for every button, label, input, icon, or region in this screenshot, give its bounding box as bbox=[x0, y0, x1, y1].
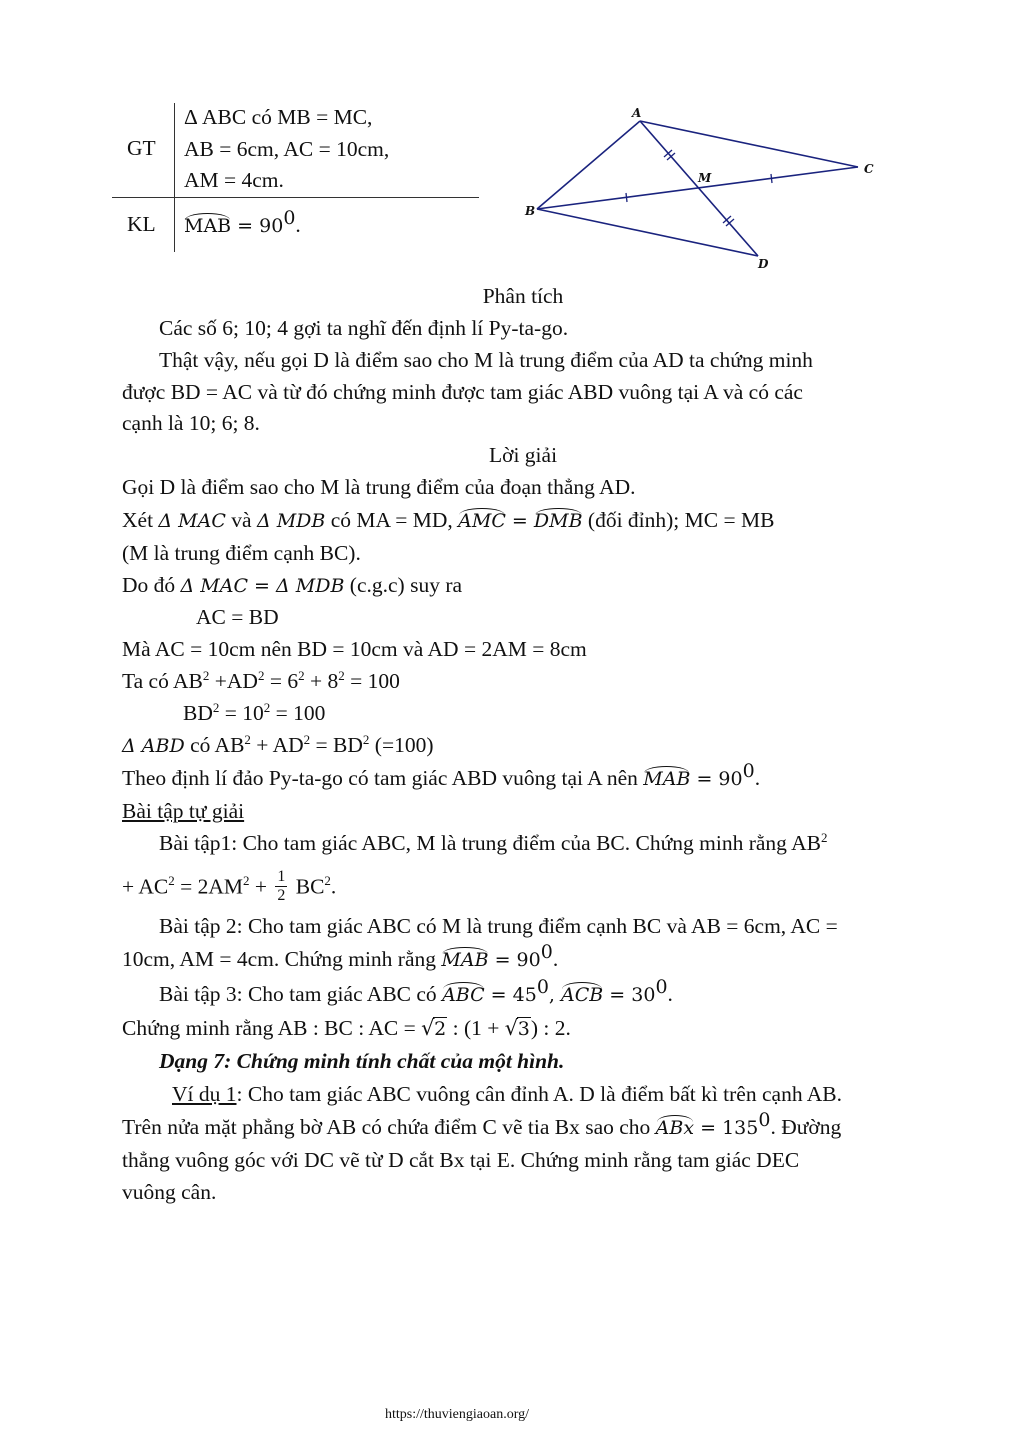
solution-heading: Lời giải bbox=[488, 443, 558, 467]
text: Xét bbox=[122, 508, 159, 532]
kl-deg: 0 bbox=[283, 207, 296, 229]
sqrt-2 bbox=[421, 1015, 447, 1043]
solution-line-7 bbox=[122, 667, 400, 698]
solution-line-9 bbox=[122, 731, 434, 762]
exercise-3-line-1 bbox=[159, 976, 673, 1009]
text: + 8 bbox=[304, 669, 339, 693]
kl-end: . bbox=[295, 213, 301, 237]
text: . bbox=[667, 982, 673, 1006]
exponent: 2 bbox=[168, 873, 175, 889]
analysis-heading: Phân tích bbox=[482, 284, 564, 308]
text: + AC bbox=[122, 874, 169, 899]
kl-statement bbox=[184, 207, 301, 240]
exercise-1-line-1 bbox=[159, 829, 827, 860]
text: BD bbox=[183, 701, 213, 725]
text: có MA = MD, bbox=[325, 508, 459, 532]
text: Ta có AB bbox=[122, 669, 203, 693]
exponent: 2 bbox=[242, 873, 250, 889]
gt-line-2: AB = 6cm, AC = 10cm, bbox=[184, 137, 390, 161]
segment-bd bbox=[537, 209, 758, 256]
exponent: 0 bbox=[655, 976, 668, 998]
fraction-one-half bbox=[275, 868, 287, 905]
text: = 6 bbox=[264, 669, 299, 693]
exponent: 2 bbox=[362, 732, 370, 747]
footer-url: https://thuviengiaoan.org/ bbox=[385, 1407, 530, 1422]
text: . Đường bbox=[770, 1115, 842, 1139]
text: Bài tập 3: Cho tam giác ABC có bbox=[159, 982, 443, 1006]
angle-mab: MAB bbox=[643, 765, 690, 793]
example-1-line-4: vuông cân. bbox=[122, 1180, 217, 1204]
text: = 100 bbox=[270, 701, 326, 725]
exponent: 0 bbox=[742, 760, 755, 782]
triangle-mac: Δ MAC bbox=[158, 510, 226, 532]
kl-label: KL bbox=[127, 212, 156, 236]
text: Chứng minh rằng AB : BC : AC = bbox=[122, 1016, 422, 1040]
solution-line-5: AC = BD bbox=[196, 605, 279, 629]
text: . bbox=[552, 947, 559, 971]
text: và bbox=[225, 508, 257, 532]
gt-line-1: Δ ABC có MB = MC, bbox=[184, 105, 373, 129]
angle-abx: ABx bbox=[656, 1114, 694, 1142]
text: Bài tập1: Cho tam giác ABC, M là trung điểm của BC. Chứng minh rằng AB bbox=[159, 831, 821, 855]
denominator: 2 bbox=[277, 887, 286, 904]
exponent: 2 bbox=[257, 668, 265, 683]
solution-line-1: Gọi D là điểm sao cho M là trung điểm của đoạn thẳng AD. bbox=[122, 475, 636, 499]
text: + AD bbox=[250, 733, 304, 757]
exponent: 2 bbox=[324, 873, 331, 889]
triangle-equality: Δ MAC = Δ MDB bbox=[180, 575, 345, 597]
text: + bbox=[249, 874, 273, 899]
exercise-1-line-2 bbox=[122, 870, 336, 907]
analysis-p2-line1: Thật vậy, nếu gọi D là điểm sao cho M là trung điểm của AD ta chứng minh bbox=[159, 348, 813, 372]
exponent: 2 bbox=[202, 668, 210, 683]
analysis-p2-line2: được BD = AC và từ đó chứng minh được tam giác ABD vuông tại A và có các bbox=[122, 380, 803, 404]
exponent: 2 bbox=[338, 668, 345, 683]
angle-dmb: DMB bbox=[534, 507, 583, 535]
solution-line-2 bbox=[122, 506, 774, 535]
analysis-p2-line3: cạnh là 10; 6; 8. bbox=[122, 411, 260, 435]
solution-line-8 bbox=[183, 699, 325, 730]
label-d: D bbox=[758, 257, 769, 271]
exercises-heading: Bài tập tự giải bbox=[122, 799, 245, 823]
text: (c.g.c) suy ra bbox=[344, 573, 463, 597]
radicand: 2 bbox=[434, 1018, 447, 1040]
text: Theo định lí đảo Py-ta-go có tam giác ABD vuông tại A nên bbox=[122, 766, 644, 790]
text: : Cho tam giác ABC vuông cân đỉnh A. D là điểm bất kì trên cạnh AB. bbox=[236, 1082, 842, 1106]
angle-amc: AMC bbox=[458, 507, 506, 535]
label-m: M bbox=[698, 171, 712, 185]
kl-rest: = 90 bbox=[231, 215, 284, 237]
text: BC bbox=[290, 874, 325, 899]
text: = 2AM bbox=[174, 874, 243, 899]
example-label: Ví dụ 1 bbox=[172, 1082, 237, 1106]
solution-line-3: (M là trung điểm cạnh BC). bbox=[122, 541, 361, 565]
exponent: 2 bbox=[303, 732, 311, 747]
text: : (1 + bbox=[447, 1016, 505, 1040]
table-divider-vertical bbox=[174, 103, 175, 197]
exponent: 0 bbox=[536, 976, 549, 998]
solution-line-10 bbox=[122, 760, 761, 793]
kl-angle: MAB bbox=[184, 212, 231, 240]
label-a: A bbox=[632, 106, 642, 120]
angle-mab: MAB bbox=[441, 946, 488, 974]
example-1-line-3: thẳng vuông góc với DC vẽ từ D cắt Bx tại E. Chứng minh rằng tam giác DEC bbox=[122, 1148, 800, 1172]
triangle-mdb: Δ MDB bbox=[256, 510, 326, 532]
label-c: C bbox=[864, 162, 874, 176]
gt-label: GT bbox=[127, 136, 156, 160]
exercise-2-line-2 bbox=[122, 941, 559, 974]
text: có AB bbox=[184, 733, 245, 757]
gt-line-3: AM = 4cm. bbox=[184, 168, 284, 192]
triangle-figure bbox=[520, 100, 880, 275]
radicand: 3 bbox=[517, 1018, 530, 1040]
segment-ac bbox=[640, 121, 858, 167]
segment-ab bbox=[537, 121, 640, 209]
angle-acb: ACB bbox=[561, 981, 603, 1009]
tick-bm bbox=[626, 193, 627, 202]
text: . bbox=[754, 766, 761, 790]
text: Do đó bbox=[122, 573, 181, 597]
exponent: 2 bbox=[298, 668, 305, 683]
text: (=100) bbox=[369, 733, 434, 757]
exponent: 2 bbox=[212, 700, 220, 715]
exponent: 2 bbox=[244, 732, 251, 747]
numerator: 1 bbox=[277, 868, 286, 885]
text: 10cm, AM = 4cm. Chứng minh rằng bbox=[122, 947, 442, 971]
equals: = 90 bbox=[690, 768, 743, 790]
text: +AD bbox=[209, 669, 258, 693]
text: ) : 2. bbox=[530, 1016, 571, 1040]
equals: = 135 bbox=[694, 1117, 759, 1139]
separator: , bbox=[548, 984, 562, 1006]
example-1-line-1 bbox=[172, 1080, 842, 1108]
table-divider-horizontal bbox=[112, 197, 479, 198]
exercise-2-line-1: Bài tập 2: Cho tam giác ABC có M là trung điểm cạnh BC và AB = 6cm, AC = bbox=[159, 914, 838, 938]
segment-ad bbox=[640, 121, 758, 256]
exercise-3-line-2 bbox=[122, 1014, 571, 1043]
tick-mc bbox=[771, 174, 772, 183]
sqrt-3 bbox=[505, 1015, 531, 1043]
equals: = bbox=[505, 510, 534, 532]
equals: = 45 bbox=[484, 984, 537, 1006]
solution-line-4 bbox=[122, 571, 462, 600]
equals: = 30 bbox=[603, 984, 656, 1006]
text: . bbox=[330, 874, 337, 899]
exponent: 2 bbox=[820, 830, 828, 845]
analysis-p1: Các số 6; 10; 4 gợi ta nghĩ đến định lí Py-ta-go. bbox=[159, 316, 569, 340]
label-b: B bbox=[525, 204, 536, 218]
text: = 10 bbox=[219, 701, 264, 725]
text: = BD bbox=[310, 733, 363, 757]
solution-line-6: Mà AC = 10cm nên BD = 10cm và AD = 2AM = 8cm bbox=[122, 637, 587, 661]
text: (đối đỉnh); MC = MB bbox=[582, 508, 775, 532]
exponent: 2 bbox=[263, 700, 271, 715]
example-1-line-2 bbox=[122, 1109, 842, 1142]
equals: = 90 bbox=[488, 949, 541, 971]
triangle-abd: Δ ABD bbox=[122, 735, 185, 757]
text: = 100 bbox=[344, 669, 400, 693]
angle-abc: ABC bbox=[442, 981, 485, 1009]
text: Trên nửa mặt phẳng bờ AB có chứa điểm C vẽ tia Bx sao cho bbox=[122, 1115, 656, 1139]
table-divider-vertical-lower bbox=[174, 198, 175, 252]
exponent: 0 bbox=[540, 941, 553, 963]
exponent: 0 bbox=[758, 1109, 771, 1131]
dang7-heading: Dạng 7: Chứng minh tính chất của một hình. bbox=[159, 1049, 565, 1073]
